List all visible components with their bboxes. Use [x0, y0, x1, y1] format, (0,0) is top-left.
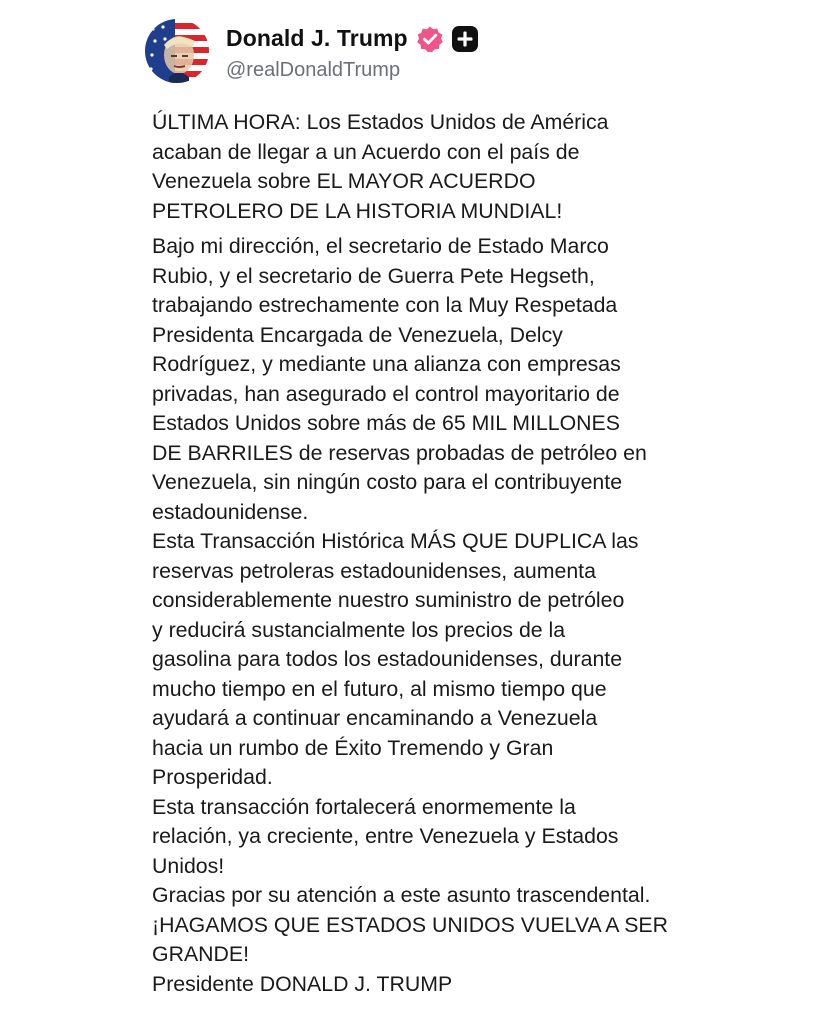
- post-header: [145, 16, 478, 86]
- post-signature: Presidente DONALD J. TRUMP: [152, 971, 453, 996]
- name-row: [226, 21, 478, 57]
- author-name[interactable]: Donald J. Trump: [226, 25, 408, 51]
- avatar[interactable]: [145, 19, 209, 83]
- verified-badge-icon: [416, 25, 444, 53]
- post-paragraph: ¡HAGAMOS QUE ESTADOS UNIDOS VUELVA A SER GRANDE!: [152, 912, 668, 966]
- avatar-image: [145, 19, 209, 83]
- plus-icon[interactable]: [452, 26, 478, 52]
- post-paragraph: Esta Transacción Histórica MÁS QUE DUPLICA las reservas petroleras estadounidenses, aumenta considerablemente nuestro suministro de petróleo y reducirá sustancialmente los precios de la gasolina para todos los estadounidenses, durante mucho tiempo en el futuro, al mismo tiempo que ayudará a continuar encaminando a Venezuela hacia un rumbo de Éxito Tremendo y Gran Prosperidad.: [152, 529, 639, 789]
- post-paragraph: ÚLTIMA HORA: Los Estados Unidos de América acaban de llegar a un Acuerdo con el país de Venezuela sobre EL MAYOR ACUERDO PETROLERO DE LA HISTORIA MUNDIAL!: [152, 110, 609, 223]
- post-body: [152, 108, 712, 999]
- post-paragraph: Esta transacción fortalecerá enormemente la relación, ya creciente, entre Venezuela y Estados Unidos!: [152, 794, 619, 878]
- post-paragraph: Bajo mi dirección, el secretario de Estado Marco Rubio, y el secretario de Guerra Pete Hegseth, trabajando estrechamente con la Muy Respetada Presidenta Encargada de Venezuela, Delcy Rodríguez, y mediante una alianza con empresas privadas, han asegurado el control mayoritario de Estados Unidos sobre más de 65 MIL MILLONES DE BARRILES de reservas probadas de petróleo en Venezuela, sin ningún costo para el contribuyente estadounidense.: [152, 234, 647, 524]
- post-paragraph: Gracias por su atención a este asunto trascendental.: [152, 883, 651, 907]
- author-handle[interactable]: @realDonaldTrump: [226, 58, 401, 81]
- author-identity: [226, 21, 478, 82]
